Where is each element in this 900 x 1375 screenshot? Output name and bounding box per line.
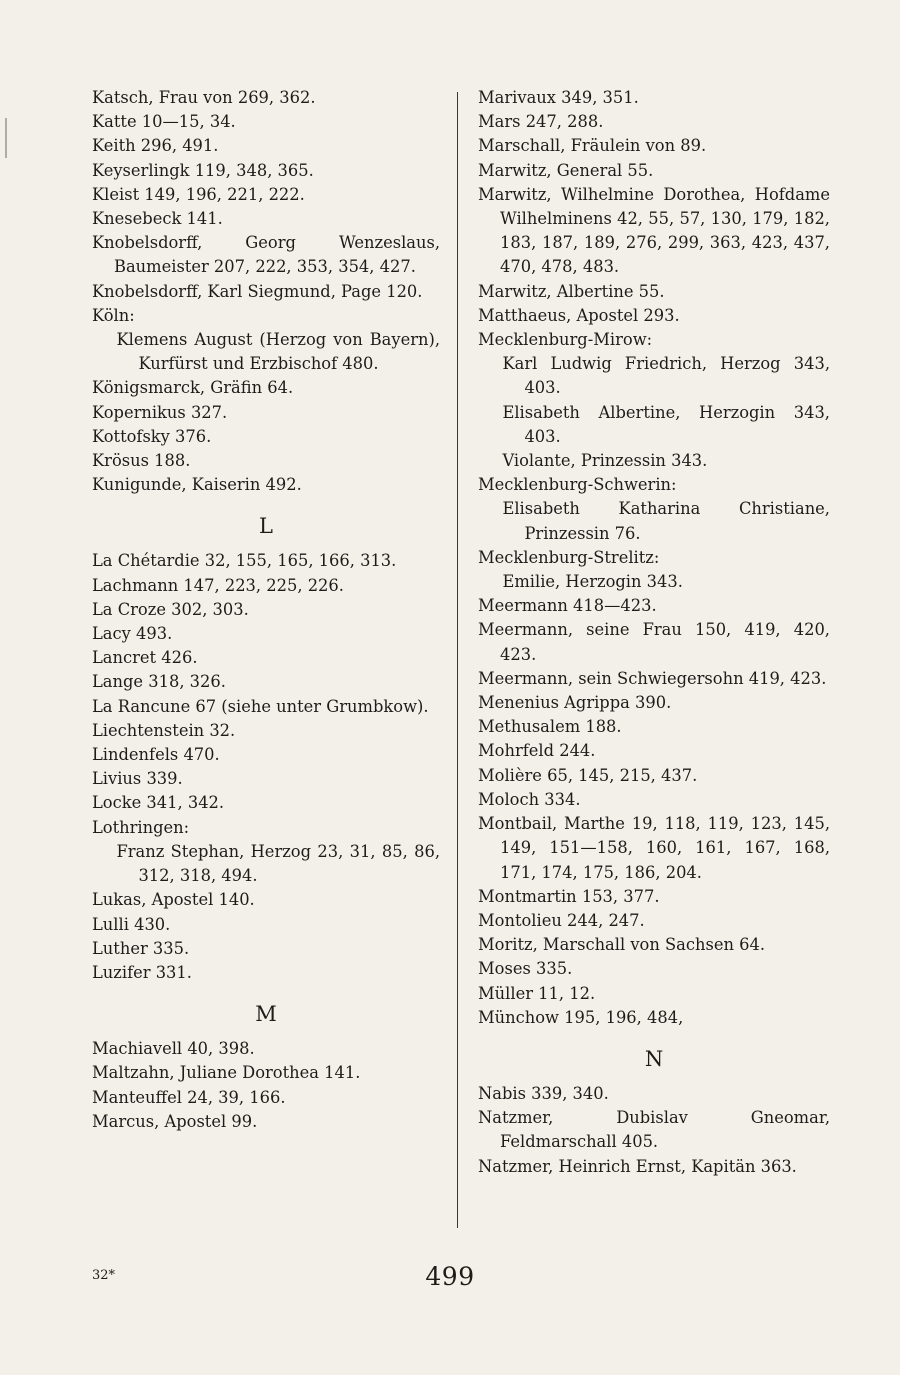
index-entry: Marwitz, General 55. — [478, 160, 654, 180]
index-entry: Manteuffel 24, 39, 166. — [92, 1087, 286, 1107]
index-entry: Lindenfels 470. — [92, 745, 220, 765]
index-entry: Marivaux 349, 351. — [478, 88, 639, 107]
index-entry: Marwitz, Wilhelmine Dorothea, Hofdame Wilhelminens 42, 55, 57, 130, 179, 182, 183, 187, 189, 276, 299, 363, 423, 437, 470, 478, 483. — [478, 184, 830, 277]
index-entry: Krösus 188. — [92, 451, 191, 471]
index-entry: Moses 335. — [478, 959, 573, 979]
index-entry: Lachmann 147, 223, 225, 226. — [92, 575, 344, 595]
index-entry: Machiavell 40, 398. — [92, 1039, 255, 1059]
index-subentry: Emilie, Herzogin 343. — [502, 572, 683, 592]
index-subentry: Elisabeth Albertine, Herzogin 343, 403. — [502, 402, 830, 446]
index-entry: Matthaeus, Apostel 293. — [478, 305, 680, 325]
index-entry: Keith 296, 491. — [92, 136, 219, 156]
index-entry: Meermann 418—423. — [478, 596, 657, 616]
sheet-signature: 32* — [92, 1268, 116, 1283]
index-subentry: Klemens August (Herzog von Bayern), Kurfürst und Erzbischof 480. — [116, 330, 440, 374]
index-entry: Müller 11, 12. — [478, 983, 596, 1003]
index-entry: Mecklenburg-Mirow: — [478, 330, 653, 350]
index-entry: Knobelsdorff, Karl Siegmund, Page 120. — [92, 281, 423, 301]
index-entry: Lukas, Apostel 140. — [92, 890, 255, 910]
index-subentry: Violante, Prinzessin 343. — [502, 451, 708, 471]
index-entry: Lulli 430. — [92, 914, 171, 934]
index-entry: La Chétardie 32, 155, 165, 166, 313. — [92, 551, 397, 571]
index-entry: Montmartin 153, 377. — [478, 886, 660, 906]
section-letter: M — [255, 1002, 277, 1027]
index-entry: Maltzahn, Juliane Dorothea 141. — [92, 1063, 361, 1083]
index-entry: Marschall, Fräulein von 89. — [478, 136, 707, 156]
index-entry: Natzmer, Heinrich Ernst, Kapitän 363. — [478, 1156, 797, 1176]
index-column-left — [92, 86, 440, 1134]
index-entry: Montbail, Marthe 19, 118, 119, 123, 145, 149, 151—158, 160, 161, 167, 168, 171, 174, 175, 186, 204. — [478, 814, 830, 882]
index-entry: Kleist 149, 196, 221, 222. — [92, 184, 305, 204]
index-entry: La Rancune 67 (siehe unter Grumbkow). — [92, 696, 429, 716]
index-entry: Livius 339. — [92, 769, 183, 789]
index-entry: Luther 335. — [92, 938, 190, 958]
index-entry: Meermann, sein Schwiegersohn 419, 423. — [478, 668, 827, 688]
index-entry: Mohrfeld 244. — [478, 741, 596, 761]
index-entry: Mecklenburg-Schwerin: — [478, 475, 677, 495]
index-entry: Knesebeck 141. — [92, 209, 223, 229]
index-entry: Lacy 493. — [92, 624, 173, 644]
index-entry: Königsmarck, Gräfin 64. — [92, 378, 294, 398]
index-entry: Kottofsky 376. — [92, 426, 212, 446]
index-entry: Lancret 426. — [92, 648, 198, 668]
index-entry: Köln: — [92, 305, 135, 325]
index-entry: Nabis 339, 340. — [478, 1083, 609, 1103]
index-subentry: Karl Ludwig Friedrich, Herzog 343, 403. — [502, 354, 830, 398]
index-entry: La Croze 302, 303. — [92, 599, 249, 619]
index-entry: Locke 341, 342. — [92, 793, 225, 813]
index-entry: Mecklenburg-Strelitz: — [478, 547, 660, 567]
index-entry: Moritz, Marschall von Sachsen 64. — [478, 935, 766, 955]
index-entry: Molière 65, 145, 215, 437. — [478, 765, 698, 785]
margin-mark — [5, 118, 7, 158]
index-subentry: Elisabeth Katharina Christiane, Prinzessin 76. — [502, 499, 830, 543]
column-divider — [457, 92, 458, 1228]
index-subentry: Franz Stephan, Herzog 23, 31, 85, 86, 312, 318, 494. — [116, 841, 440, 886]
index-entry: Katte 10—15, 34. — [92, 112, 236, 132]
page-number: 499 — [425, 1262, 475, 1291]
section-letter: N — [644, 1046, 664, 1071]
index-entry: Liechtenstein 32. — [92, 720, 236, 740]
index-column-right — [478, 86, 830, 1179]
section-letter: L — [259, 514, 273, 539]
index-entry: Methusalem 188. — [478, 717, 622, 737]
index-entry: Knobelsdorff, Georg Wenzeslaus, Baumeister 207, 222, 353, 354, 427. — [92, 233, 440, 277]
index-entry: Mars 247, 288. — [478, 112, 604, 132]
index-entry: Münchow 195, 196, 484, — [478, 1007, 684, 1027]
index-entry: Menenius Agrippa 390. — [478, 693, 672, 713]
index-entry: Kopernikus 327. — [92, 402, 228, 422]
index-entry: Luzifer 331. — [92, 962, 192, 982]
index-entry: Moloch 334. — [478, 789, 581, 809]
index-entry: Marwitz, Albertine 55. — [478, 281, 665, 301]
index-entry: Meermann, seine Frau 150, 419, 420, 423. — [478, 620, 830, 664]
index-entry: Marcus, Apostel 99. — [92, 1111, 258, 1131]
index-entry: Lothringen: — [92, 817, 190, 837]
index-entry: Keyserlingk 119, 348, 365. — [92, 160, 314, 180]
index-entry: Katsch, Frau von 269, 362. — [92, 88, 316, 107]
index-entry: Lange 318, 326. — [92, 672, 226, 692]
index-entry: Natzmer, Dubislav Gneomar, Feldmarschall 405. — [478, 1108, 830, 1152]
index-entry: Montolieu 244, 247. — [478, 910, 645, 930]
index-entry: Kunigunde, Kaiserin 492. — [92, 475, 302, 495]
